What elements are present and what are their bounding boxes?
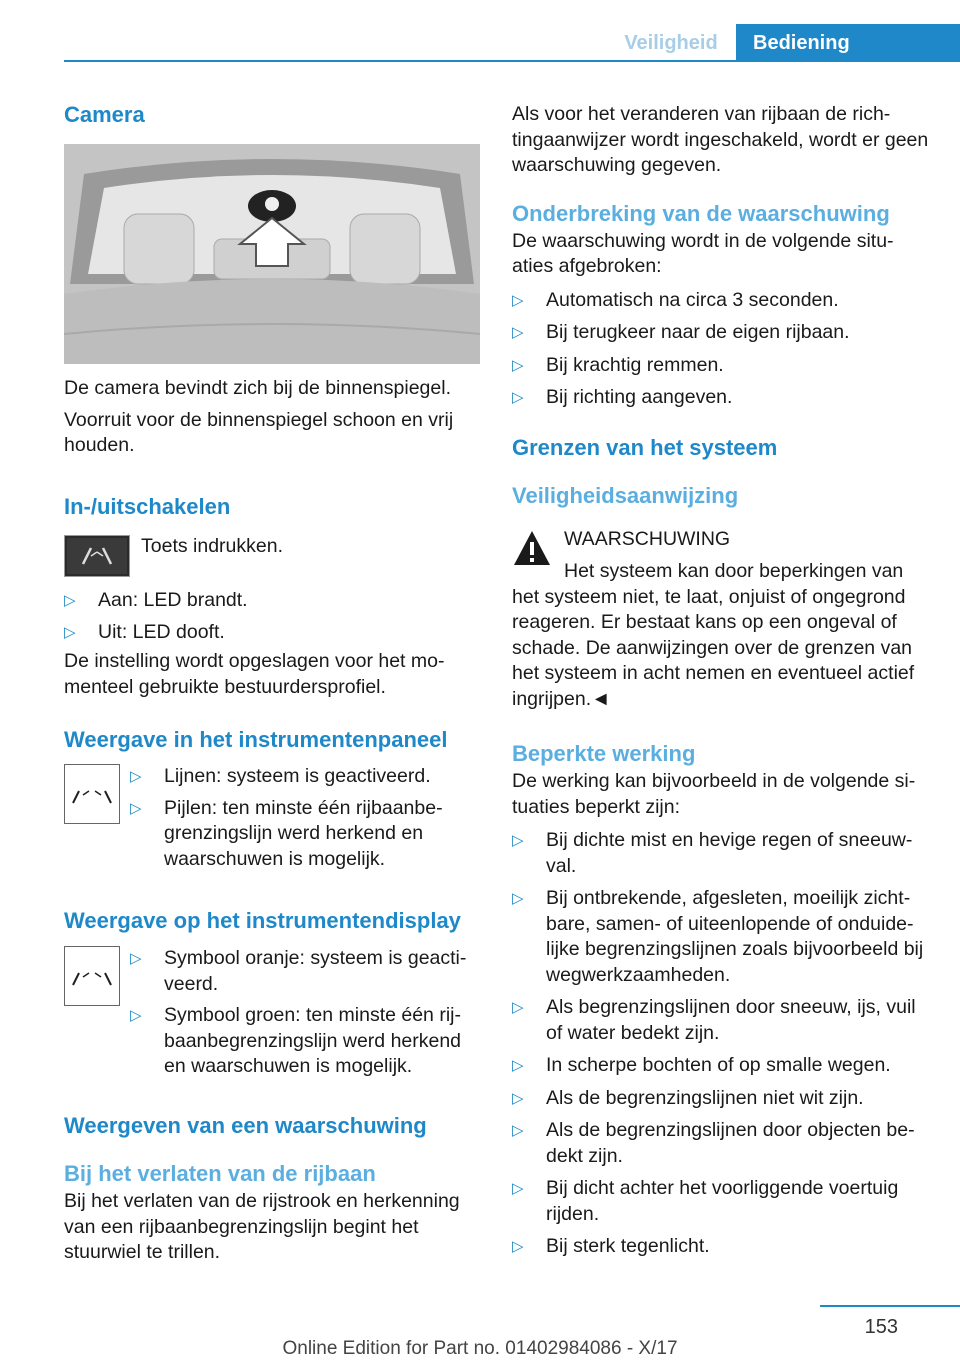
inuit-heading: In-/uitschakelen (64, 494, 231, 519)
list-item-text: Bij ontbrekende, afgesleten, moeilijk zicht-bare, samen- of uiteenlopende of onduide-lijke begrenzingslijnen zoals bijvoorbeeld bij wegwerkzaamheden. (546, 887, 924, 986)
list-item: ▷ In scherpe bochten of op smalle wegen. (512, 1054, 891, 1076)
list-item-text: Als begrenzingslijnen door sneeuw, ijs, vuil of water bedekt zijn. (546, 996, 916, 1044)
warn-heading: Weergeven van een waarschuwing (64, 1113, 427, 1138)
display-heading: Weergave op het instrumentendisplay (64, 908, 461, 933)
warning-text: Het systeem kan door beperkingen van het systeem niet, te laat, onjuist of ongegrond reageren. Er bestaat kans op een ongeval of schade. De aanwijzingen over de grenzen van het systeem in acht nemen en eventueel actief ingrijpen.◄ (512, 560, 915, 710)
list-item-text: Symbool oranje: systeem is geacti-veerd. (164, 947, 467, 995)
list-item: ▷ Symbool oranje: systeem is geacti-veerd. (130, 947, 467, 995)
list-item-text: Als de begrenzingslijnen door objecten be-dekt zijn. (546, 1119, 915, 1167)
page-number: 153 (864, 1316, 898, 1338)
list-item-text: Uit: LED dooft. (98, 620, 225, 643)
list-item: ▷ Symbool groen: ten minste één rij-baanbegrenzingslijn werd herkend en waarschuwen is mogelijk. (130, 1004, 462, 1077)
edition-footer: Online Edition for Part no. 01402984086 - X/17 (282, 1338, 678, 1359)
list-item: ▷ Bij krachtig remmen. (512, 353, 724, 376)
limited-heading: Beperkte werking (512, 741, 696, 766)
panel-heading: Weergave in het instrumentenpaneel (64, 727, 448, 752)
list-item-text: Bij sterk tegenlicht. (546, 1235, 710, 1257)
list-item-text: Aan: LED brandt. (98, 589, 248, 611)
list-item-text: Bij dicht achter het voorliggende voertuig rijden. (546, 1177, 899, 1225)
limits-heading: Grenzen van het systeem (512, 434, 778, 460)
list-item: ▷ Uit: LED dooft. (64, 620, 225, 643)
leave-paragraph: Bij het verlaten van de rijstrook en herkenning van een rijbaanbegrenzingslijn begint het stuurwiel te trillen. (64, 1190, 460, 1263)
list-item: ▷ Automatisch na circa 3 seconden. (512, 288, 839, 311)
list-item: ▷ Aan: LED brandt. (64, 589, 248, 611)
safety-heading: Veiligheidsaanwijzing (512, 482, 739, 508)
inuit-paragraph: De instelling wordt opgeslagen voor het mo-menteel gebruikte bestuurdersprofiel. (64, 650, 445, 698)
list-item: ▷ Bij terugkeer naar de eigen rijbaan. (512, 321, 850, 343)
interrupt-heading: Onderbreking van de waarschuwing (512, 200, 890, 226)
list-item: ▷ Bij richting aangeven. (512, 386, 733, 408)
tab-veiligheid[interactable]: Veiligheid (624, 32, 718, 54)
list-item-text: Als de begrenzingslijnen niet wit zijn. (546, 1086, 864, 1109)
list-item: ▷ Pijlen: ten minste één rijbaanbe-grenzingslijn werd herkend en waarschuwen is mogelijk. (130, 796, 443, 870)
list-item-text: Bij richting aangeven. (546, 386, 733, 408)
list-item: ▷ Bij sterk tegenlicht. (512, 1235, 710, 1257)
warning-label: WAARSCHUWING (564, 528, 731, 550)
list-item: ▷ Als de begrenzingslijnen door objecten be-dekt zijn. (512, 1119, 915, 1167)
list-item-text: Bij dichte mist en hevige regen of sneeuw-val. (546, 829, 913, 877)
lane-lines-icon (64, 764, 120, 824)
camera-illustration (64, 144, 480, 364)
list-item-text: Symbool groen: ten minste één rij-baanbegrenzingslijn werd herkend en waarschuwen is mogelijk. (164, 1004, 462, 1077)
camera-clean-text: Voorruit voor de binnenspiegel schoon en vrij houden. (64, 408, 454, 456)
list-item: ▷ Bij dichte mist en hevige regen of sneeuw-val. (512, 829, 913, 877)
camera-heading: Camera (64, 102, 145, 127)
list-item: ▷ Lijnen: systeem is geactiveerd. (130, 765, 431, 787)
signal-paragraph: Als voor het veranderen van rijbaan de rich-tingaanwijzer wordt ingeschakeld, wordt er geen waarschuwing gegeven. (512, 103, 929, 176)
list-item: ▷ Als begrenzingslijnen door sneeuw, ijs, vuil of water bedekt zijn. (512, 996, 916, 1044)
footer-rule (820, 1305, 960, 1307)
camera-location-text: De camera bevindt zich bij de binnenspiegel. (64, 377, 451, 399)
inuit-text: Toets indrukken. (141, 535, 283, 557)
list-item: ▷ Bij dicht achter het voorliggende voertuig rijden. (512, 1177, 899, 1225)
list-item: ▷ Bij ontbrekende, afgesleten, moeilijk zicht-bare, samen- of uiteenlopende of onduide-lijke begrenzingslijnen zoals bijvoorbeeld bij wegwerkzaamheden. (512, 887, 924, 986)
list-item-text: Automatisch na circa 3 seconden. (546, 288, 839, 311)
list-item-text: Pijlen: ten minste één rijbaanbe-grenzingslijn werd herkend en waarschuwen is mogelijk. (164, 796, 443, 870)
lane-button-icon (64, 535, 130, 577)
interrupt-paragraph: De waarschuwing wordt in de volgende situ-aties afgebroken: (512, 229, 894, 277)
list-item-text: Bij terugkeer naar de eigen rijbaan. (546, 321, 850, 343)
lane-display-icon (64, 946, 120, 1006)
list-item-text: In scherpe bochten of op smalle wegen. (546, 1054, 891, 1076)
tab-bediening[interactable]: Bediening (736, 24, 960, 62)
list-item-text: Lijnen: systeem is geactiveerd. (164, 765, 431, 787)
list-item-text: Bij krachtig remmen. (546, 353, 724, 376)
list-item: ▷ Als de begrenzingslijnen niet wit zijn. (512, 1086, 864, 1109)
leave-heading: Bij het verlaten van de rijbaan (64, 1161, 376, 1186)
limited-paragraph: De werking kan bijvoorbeeld in de volgende si-tuaties beperkt zijn: (512, 770, 916, 818)
